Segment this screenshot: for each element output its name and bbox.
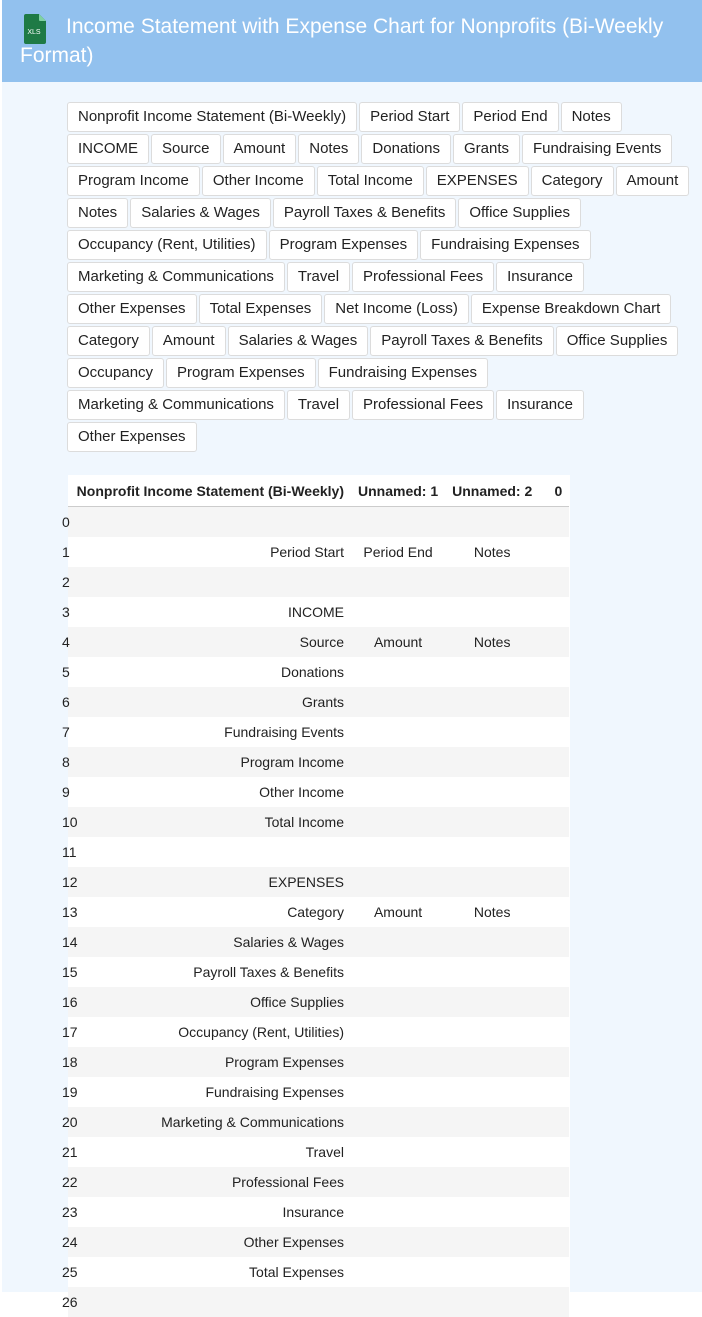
- keyword-tag[interactable]: Other Income: [202, 166, 315, 196]
- table-cell: [445, 567, 539, 597]
- column-header: Nonprofit Income Statement (Bi-Weekly): [76, 482, 344, 499]
- table-cell: [351, 927, 445, 957]
- table-cell: [445, 657, 539, 687]
- table-cell: [445, 867, 539, 897]
- table-cell: [539, 537, 569, 567]
- keyword-tag[interactable]: Marketing & Communications: [67, 390, 285, 420]
- table-cell: Professional Fees: [68, 1167, 351, 1197]
- row-index: 8: [62, 754, 70, 770]
- column-header: 0: [554, 482, 563, 499]
- table-row: [68, 687, 569, 717]
- table-cell: Salaries & Wages: [68, 927, 351, 957]
- table-row: [68, 927, 569, 957]
- table-cell: INCOME: [68, 597, 351, 627]
- row-index: 10: [62, 814, 78, 830]
- table-cell: [539, 897, 569, 927]
- table-row: [68, 507, 569, 538]
- table-cell: Amount: [351, 627, 445, 657]
- page-title: Income Statement with Expense Chart for Nonprofits (Bi-Weekly Format): [20, 15, 664, 67]
- row-index: 6: [62, 694, 70, 710]
- table-cell: Program Expenses: [68, 1047, 351, 1077]
- keyword-tag[interactable]: Salaries & Wages: [130, 198, 271, 228]
- table-row: [68, 837, 569, 867]
- table-cell: Marketing & Communications: [68, 1107, 351, 1137]
- table-cell: [445, 1257, 539, 1287]
- keyword-tag[interactable]: INCOME: [67, 134, 149, 164]
- row-index: 15: [62, 964, 78, 980]
- table-cell: [539, 1107, 569, 1137]
- table-cell: [539, 777, 569, 807]
- keyword-tag[interactable]: Fundraising Expenses: [318, 358, 488, 388]
- table-cell: [68, 507, 351, 538]
- row-index: 26: [62, 1294, 78, 1310]
- table-cell: [539, 657, 569, 687]
- table-cell: [539, 1017, 569, 1047]
- row-index: 2: [62, 574, 70, 590]
- keyword-tag[interactable]: Other Expenses: [67, 294, 197, 324]
- table-row: [68, 537, 569, 567]
- table-cell: [539, 1227, 569, 1257]
- table-cell: [539, 837, 569, 867]
- table-cell: Occupancy (Rent, Utilities): [68, 1017, 351, 1047]
- table-cell: [539, 747, 569, 777]
- keyword-tag[interactable]: Occupancy (Rent, Utilities): [67, 230, 267, 260]
- table-row: [68, 1137, 569, 1167]
- keyword-tag[interactable]: Source: [151, 134, 221, 164]
- table-cell: Period End: [351, 537, 445, 567]
- table-row: [68, 1047, 569, 1077]
- keyword-tag[interactable]: Expense Breakdown Chart: [471, 294, 671, 324]
- table-cell: [351, 1137, 445, 1167]
- table-cell: [68, 1287, 351, 1317]
- keyword-tag[interactable]: Professional Fees: [352, 390, 494, 420]
- table-cell: [445, 1077, 539, 1107]
- table-cell: Grants: [68, 687, 351, 717]
- table-row: [68, 1077, 569, 1107]
- row-index: 19: [62, 1084, 78, 1100]
- table-row: [68, 1287, 569, 1317]
- table-cell: [539, 597, 569, 627]
- table-cell: [351, 1227, 445, 1257]
- table-row: [68, 627, 569, 657]
- table-cell: Total Expenses: [68, 1257, 351, 1287]
- keyword-tag[interactable]: Notes: [298, 134, 359, 164]
- table-cell: [539, 807, 569, 837]
- table-row: [68, 987, 569, 1017]
- table-cell: [351, 687, 445, 717]
- keyword-tag[interactable]: Total Income: [317, 166, 424, 196]
- table-row: [68, 1107, 569, 1137]
- keyword-tag[interactable]: Insurance: [496, 262, 584, 292]
- table-row: [68, 957, 569, 987]
- table-cell: [445, 1197, 539, 1227]
- table-cell: [539, 1197, 569, 1227]
- row-index: 11: [62, 844, 77, 860]
- table-cell: EXPENSES: [68, 867, 351, 897]
- row-index: 5: [62, 664, 70, 680]
- keyword-tag[interactable]: Salaries & Wages: [228, 326, 369, 356]
- table-cell: [445, 807, 539, 837]
- row-index: 18: [62, 1054, 78, 1070]
- table-cell: [445, 1167, 539, 1197]
- keyword-tag[interactable]: Fundraising Expenses: [420, 230, 590, 260]
- keyword-tag-list: [67, 102, 692, 454]
- table-cell: [539, 687, 569, 717]
- keyword-tag[interactable]: Program Income: [67, 166, 200, 196]
- table-cell: [539, 1137, 569, 1167]
- table-cell: [539, 1047, 569, 1077]
- keyword-tag[interactable]: Travel: [287, 390, 350, 420]
- table-cell: Notes: [445, 627, 539, 657]
- row-index: 1: [62, 544, 70, 560]
- table-row: [68, 717, 569, 747]
- table-cell: [68, 837, 351, 867]
- table-cell: [539, 987, 569, 1017]
- keyword-tag[interactable]: Amount: [223, 134, 297, 164]
- xls-icon-label: XLS: [27, 29, 41, 36]
- row-index: 4: [62, 634, 70, 650]
- table-cell: Notes: [445, 537, 539, 567]
- table-cell: Other Expenses: [68, 1227, 351, 1257]
- table-cell: [539, 1077, 569, 1107]
- keyword-tag[interactable]: Occupancy: [67, 358, 164, 388]
- column-header: Unnamed: 1: [358, 482, 439, 499]
- table-row: [68, 1257, 569, 1287]
- table-cell: Donations: [68, 657, 351, 687]
- table-row: [68, 597, 569, 627]
- table-cell: Fundraising Expenses: [68, 1077, 351, 1107]
- row-index: 7: [62, 724, 70, 740]
- table-cell: Notes: [445, 897, 539, 927]
- keyword-tag[interactable]: Office Supplies: [458, 198, 581, 228]
- table-cell: [351, 507, 445, 538]
- table-cell: [539, 927, 569, 957]
- keyword-tag[interactable]: EXPENSES: [426, 166, 529, 196]
- keyword-tag[interactable]: Notes: [561, 102, 622, 132]
- keyword-tag[interactable]: Grants: [453, 134, 520, 164]
- table-cell: [539, 1167, 569, 1197]
- data-table-container[interactable]: [62, 475, 570, 1310]
- table-cell: [539, 867, 569, 897]
- keyword-tag[interactable]: Travel: [287, 262, 350, 292]
- table-cell: [445, 1287, 539, 1317]
- table-cell: [539, 717, 569, 747]
- table-cell: [539, 567, 569, 597]
- row-index: 13: [62, 904, 78, 920]
- table-cell: [351, 747, 445, 777]
- keyword-tag[interactable]: Donations: [361, 134, 451, 164]
- table-cell: [445, 597, 539, 627]
- table-row: [68, 807, 569, 837]
- table-cell: [351, 987, 445, 1017]
- table-row: [68, 657, 569, 687]
- keyword-tag[interactable]: Notes: [67, 198, 128, 228]
- keyword-tag[interactable]: Payroll Taxes & Benefits: [370, 326, 553, 356]
- table-cell: [351, 597, 445, 627]
- table-cell: [351, 567, 445, 597]
- table-cell: [445, 987, 539, 1017]
- table-cell: [445, 957, 539, 987]
- table-row: [68, 1197, 569, 1227]
- row-index: 0: [62, 514, 70, 530]
- row-index: 21: [62, 1144, 78, 1160]
- keyword-tag[interactable]: Category: [67, 326, 150, 356]
- table-cell: [351, 1047, 445, 1077]
- table-cell: [445, 747, 539, 777]
- table-row: [68, 1227, 569, 1257]
- row-index: 20: [62, 1114, 78, 1130]
- table-cell: Program Income: [68, 747, 351, 777]
- row-index: 23: [62, 1204, 78, 1220]
- keyword-tag[interactable]: Fundraising Events: [522, 134, 672, 164]
- row-index: 25: [62, 1264, 78, 1280]
- table-cell: [445, 1107, 539, 1137]
- table-cell: [351, 1167, 445, 1197]
- keyword-tag[interactable]: Amount: [152, 326, 226, 356]
- keyword-tag[interactable]: Marketing & Communications: [67, 262, 285, 292]
- table-header-row: [68, 475, 569, 507]
- table-cell: [445, 507, 539, 538]
- table-cell: [351, 1017, 445, 1047]
- row-index: 16: [62, 994, 78, 1010]
- table-cell: [351, 1257, 445, 1287]
- table-cell: [68, 567, 351, 597]
- table-cell: Amount: [351, 897, 445, 927]
- keyword-tag[interactable]: Net Income (Loss): [324, 294, 469, 324]
- keyword-tag[interactable]: Program Expenses: [269, 230, 419, 260]
- table-cell: Source: [68, 627, 351, 657]
- table-cell: [351, 777, 445, 807]
- table-cell: [351, 1287, 445, 1317]
- keyword-tag[interactable]: Other Expenses: [67, 422, 197, 452]
- table-cell: [351, 867, 445, 897]
- keyword-tag[interactable]: Period End: [462, 102, 558, 132]
- table-row: [68, 777, 569, 807]
- table-cell: [539, 1257, 569, 1287]
- table-cell: [539, 957, 569, 987]
- table-cell: Fundraising Events: [68, 717, 351, 747]
- data-table: [62, 475, 569, 1317]
- row-index: 14: [62, 934, 78, 950]
- keyword-tag[interactable]: Insurance: [496, 390, 584, 420]
- table-cell: Travel: [68, 1137, 351, 1167]
- table-row: [68, 1167, 569, 1197]
- keyword-tag[interactable]: Office Supplies: [556, 326, 679, 356]
- row-index: 17: [62, 1024, 78, 1040]
- table-row: [68, 897, 569, 927]
- table-cell: [445, 1227, 539, 1257]
- table-cell: [351, 957, 445, 987]
- table-cell: [539, 1287, 569, 1317]
- table-cell: [445, 1047, 539, 1077]
- table-cell: [351, 1197, 445, 1227]
- table-cell: [539, 507, 569, 538]
- row-index: 12: [62, 874, 78, 890]
- row-index: 22: [62, 1174, 78, 1190]
- table-cell: [351, 807, 445, 837]
- row-index: 9: [62, 784, 70, 800]
- table-cell: [445, 927, 539, 957]
- table-cell: [445, 1017, 539, 1047]
- keyword-tag[interactable]: Total Expenses: [199, 294, 323, 324]
- table-cell: [445, 687, 539, 717]
- table-cell: [351, 717, 445, 747]
- row-index: 24: [62, 1234, 78, 1250]
- table-row: [68, 747, 569, 777]
- table-cell: [445, 777, 539, 807]
- table-cell: Category: [68, 897, 351, 927]
- keyword-tag[interactable]: Period Start: [359, 102, 460, 132]
- table-cell: Total Income: [68, 807, 351, 837]
- table-cell: [445, 1137, 539, 1167]
- table-cell: Insurance: [68, 1197, 351, 1227]
- table-cell: [351, 1107, 445, 1137]
- table-row: [68, 1017, 569, 1047]
- table-cell: [539, 627, 569, 657]
- table-cell: Other Income: [68, 777, 351, 807]
- table-cell: [351, 1077, 445, 1107]
- keyword-tag[interactable]: Payroll Taxes & Benefits: [273, 198, 456, 228]
- table-cell: [351, 657, 445, 687]
- row-index: 3: [62, 604, 70, 620]
- table-cell: Office Supplies: [68, 987, 351, 1017]
- keyword-tag[interactable]: Program Expenses: [166, 358, 316, 388]
- keyword-tag[interactable]: Nonprofit Income Statement (Bi-Weekly): [67, 102, 357, 132]
- table-cell: [445, 837, 539, 867]
- table-cell: Payroll Taxes & Benefits: [68, 957, 351, 987]
- table-cell: [351, 837, 445, 867]
- keyword-tag[interactable]: Category: [531, 166, 614, 196]
- table-cell: [445, 717, 539, 747]
- column-header: Unnamed: 2: [452, 482, 533, 499]
- keyword-tag[interactable]: Amount: [616, 166, 690, 196]
- table-cell: Period Start: [68, 537, 351, 567]
- table-row: [68, 867, 569, 897]
- table-row: [68, 567, 569, 597]
- keyword-tag[interactable]: Professional Fees: [352, 262, 494, 292]
